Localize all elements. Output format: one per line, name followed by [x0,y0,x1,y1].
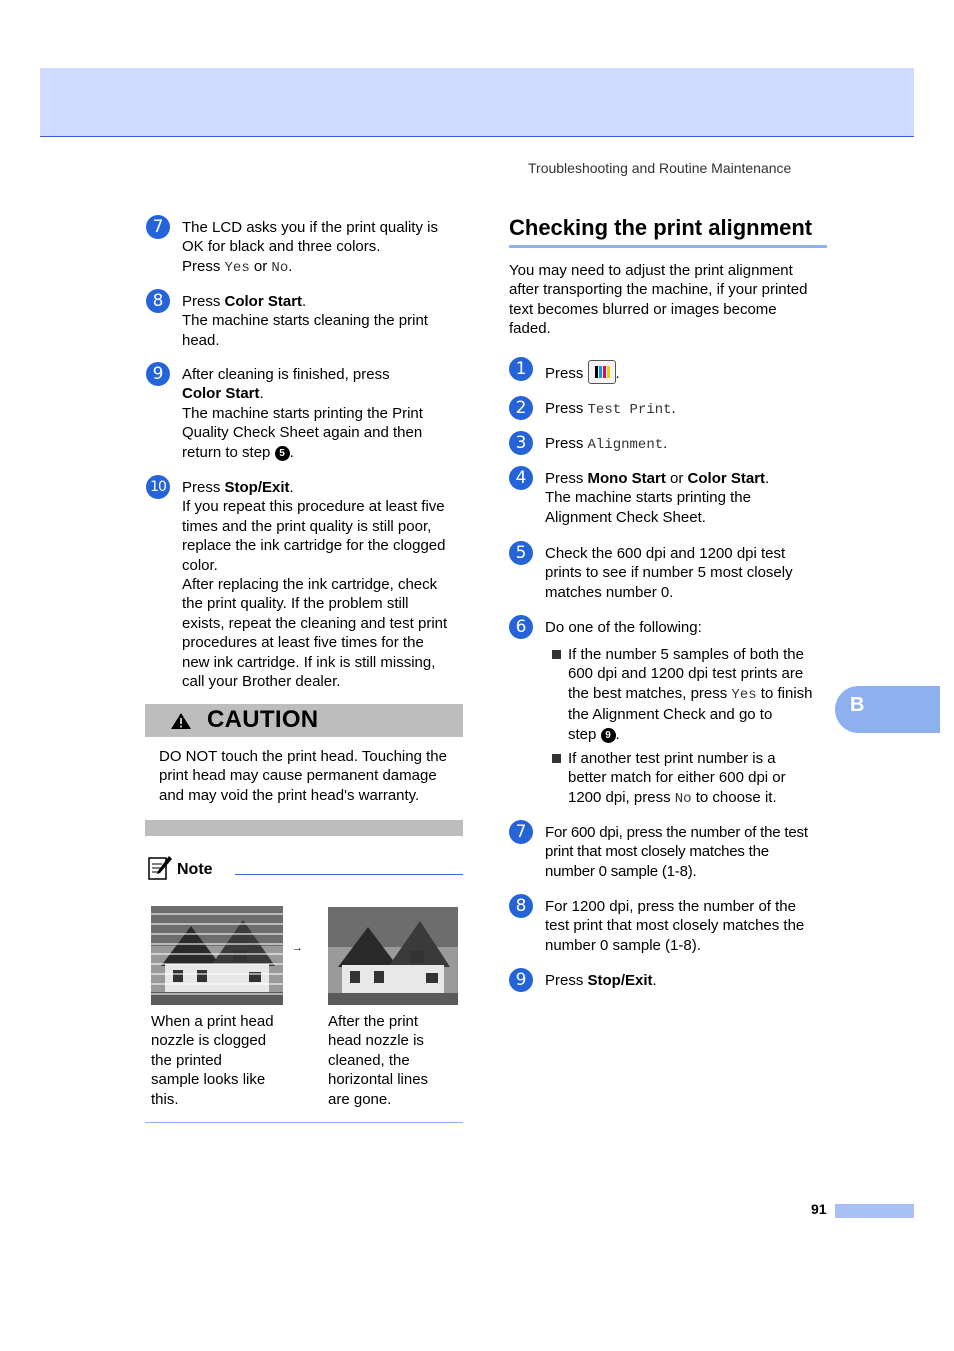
key-stop-exit: Stop/Exit [224,479,290,496]
step-number: 2 [509,396,533,420]
note-rule [235,874,463,875]
lcd-option-yes: Yes [224,259,250,276]
key-color-start: Color Start [224,293,303,310]
step-ref: 9 [601,728,616,743]
step-number: 7 [509,820,533,844]
clogged-sample-image [151,906,283,1005]
key-stop-exit: Stop/Exit [587,972,653,989]
step-number: 6 [509,615,533,639]
lcd-option-yes: Yes [731,686,757,703]
section-intro: You may need to adjust the print alignment after transporting the machine, if your printed text becomes blurred or images become faded. [509,262,808,338]
step-number: 7 [146,215,170,239]
note-heading [147,855,213,886]
lcd-option-test-print: Test Print [587,402,672,418]
page-number: 91 [811,1201,827,1217]
note-pencil-icon [147,868,173,885]
step-number: 3 [509,431,533,455]
caution-title: CAUTION [207,706,319,733]
key-color-start: Color Start [687,470,766,487]
caution-bar [145,704,463,737]
ink-management-icon [588,360,616,384]
caption-clogged: When a print head nozzle is clogged the printed sample looks like this. [151,1013,274,1108]
caution-end-bar [145,820,463,836]
header-band [40,68,914,137]
step-number: 9 [509,968,533,992]
step-number: 10 [146,475,170,499]
caption-cleaned: After the print head nozzle is cleaned, the horizontal lines are gone. [328,1013,429,1108]
chapter-tab: B [835,686,940,733]
step-number: 1 [509,357,533,381]
running-head: Troubleshooting and Routine Maintenance [528,160,792,176]
lcd-option-alignment: Alignment [587,437,664,453]
warning-icon [170,712,192,735]
arrow-icon: → [292,942,303,954]
note-label: Note [177,861,213,878]
lcd-option-no: No [674,790,692,807]
cleaned-sample-image [328,907,458,1005]
note-bottom-rule [145,1122,463,1123]
step-number: 8 [146,289,170,313]
page-number-bar [835,1204,914,1218]
key-color-start: Color Start [182,385,260,403]
caution-text: DO NOT touch the print head. Touching the print head may cause permanent damage and may void the print head's warranty. [159,748,447,804]
section-title: Checking the print alignment [509,215,827,248]
step-number: 9 [146,362,170,386]
bullet-square-icon [552,650,561,659]
step-ref: 5 [275,446,290,461]
step-number: 5 [509,541,533,565]
step-number: 8 [509,894,533,918]
bullet-square-icon [552,754,561,763]
key-mono-start: Mono Start [587,470,666,487]
lcd-option-no: No [271,259,289,276]
step-number: 4 [509,466,533,490]
